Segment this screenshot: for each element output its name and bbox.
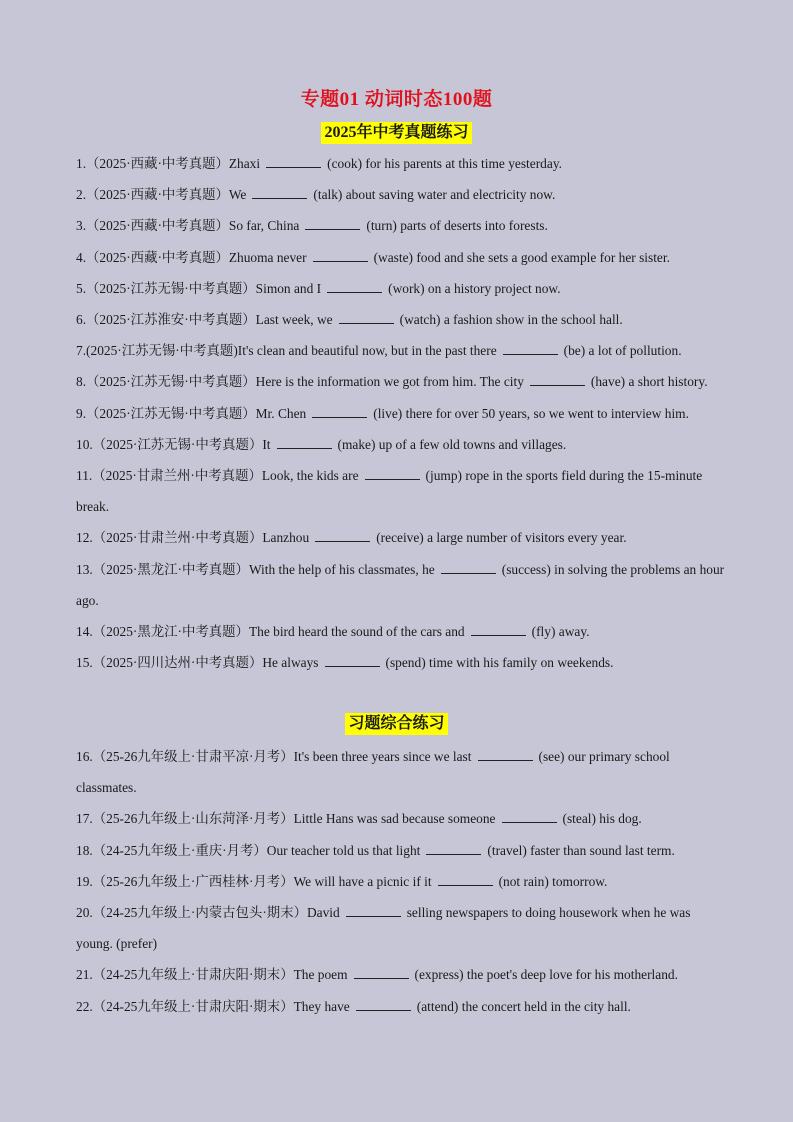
answer-blank[interactable] [438,874,493,886]
question-suffix: (make) up of a few old towns and villages. [337,436,567,452]
question-item [76,991,726,1022]
question-item [76,210,726,241]
question-item [76,554,726,616]
answer-blank[interactable] [503,343,558,355]
question-prefix: 18.（24-25九年级上·重庆·月考）Our teacher told us that light [76,842,421,858]
question-prefix: 16.（25-26九年级上·甘肃平凉·月考）It's been three years since we last [76,749,472,764]
question-prefix: 19.（25-26九年级上·广西桂林·月考）We will have a picnic if it [76,873,432,889]
question-list-practice [76,741,726,1022]
question-prefix: 5.（2025·江苏无锡·中考真题）Simon and I [76,280,322,296]
question-suffix: (jump) rope in the sports field during the 15-minute break. [76,468,703,515]
question-suffix: (steal) his dog. [562,811,642,827]
answer-blank[interactable] [252,187,307,199]
answer-blank[interactable] [313,250,368,262]
answer-blank[interactable] [325,655,380,667]
question-prefix: 17.（25-26九年级上·山东菏泽·月考）Little Hans was sad because someone [76,811,496,827]
question-item [76,273,726,304]
question-item [76,741,726,803]
answer-blank[interactable] [478,749,533,761]
question-prefix: 15.（2025·四川达州·中考真题）He always [76,655,319,671]
answer-blank[interactable] [315,530,370,542]
question-prefix: 13.（2025·黑龙江·中考真题）With the help of his classmates, he [76,561,435,577]
question-suffix: (express) the poet's deep love for his motherland. [414,967,678,983]
question-item [76,647,726,678]
question-suffix: (be) a lot of pollution. [563,343,682,359]
question-item [76,866,726,897]
question-item [76,616,726,647]
answer-blank[interactable] [305,218,360,230]
question-prefix: 2.（2025·西藏·中考真题）We [76,187,247,203]
answer-blank[interactable] [266,156,321,168]
answer-blank[interactable] [471,624,526,636]
answer-blank[interactable] [502,811,557,823]
question-suffix: (fly) away. [531,624,590,640]
question-prefix: 20.（24-25九年级上·内蒙古包头·期末）David [76,905,340,921]
question-suffix: (receive) a large number of visitors every year. [376,530,627,546]
question-item [76,335,726,366]
answer-blank[interactable] [339,312,394,324]
question-item [76,242,726,273]
question-prefix: 8.（2025·江苏无锡·中考真题）Here is the information we got from him. The city [76,374,524,390]
question-item [76,835,726,866]
question-suffix: (attend) the concert held in the city hall. [416,998,631,1014]
answer-blank[interactable] [312,406,367,418]
answer-blank[interactable] [327,281,382,293]
section-heading-practice [0,713,793,735]
question-item [76,398,726,429]
question-prefix: 3.（2025·西藏·中考真题）So far, China [76,218,300,234]
question-suffix: (success) in solving the problems an hour ago. [76,561,725,608]
question-suffix: selling newspapers to doing housework when he was young. (prefer) [76,905,691,952]
question-prefix: 9.（2025·江苏无锡·中考真题）Mr. Chen [76,405,307,421]
question-prefix: 11.（2025·甘肃兰州·中考真题）Look, the kids are [76,468,359,484]
question-prefix: 1.（2025·西藏·中考真题）Zhaxi [76,156,261,171]
question-item [76,366,726,397]
question-item [76,179,726,210]
section-heading-exam-label: 2025年中考真题练习 [321,122,471,144]
question-item [76,522,726,553]
question-suffix: (travel) faster than sound last term. [487,842,675,858]
answer-blank[interactable] [354,967,409,979]
answer-blank[interactable] [530,374,585,386]
question-suffix: (live) there for over 50 years, so we went to interview him. [373,405,689,421]
question-item [76,959,726,990]
question-suffix: (not rain) tomorrow. [498,873,608,889]
question-prefix: 14.（2025·黑龙江·中考真题）The bird heard the sound of the cars and [76,624,465,640]
question-item [76,803,726,834]
answer-blank[interactable] [365,468,420,480]
question-suffix: (waste) food and she sets a good example for her sister. [373,249,670,265]
question-suffix: (cook) for his parents at this time yesterday. [327,156,562,171]
question-item [76,304,726,335]
section-heading-exam [0,122,793,144]
answer-blank[interactable] [441,562,496,574]
question-prefix: 21.（24-25九年级上·甘肃庆阳·期末）The poem [76,967,348,983]
question-prefix: 6.（2025·江苏淮安·中考真题）Last week, we [76,312,333,328]
question-prefix: 10.（2025·江苏无锡·中考真题）It [76,436,271,452]
question-suffix: (talk) about saving water and electricity now. [313,187,556,203]
question-prefix: 7.(2025·江苏无锡·中考真题)It's clean and beautiful now, but in the past there [76,343,497,359]
question-suffix: (work) on a history project now. [388,280,561,296]
question-prefix: 22.（24-25九年级上·甘肃庆阳·期末）They have [76,998,350,1014]
question-item [76,429,726,460]
question-prefix: 4.（2025·西藏·中考真题）Zhuoma never [76,249,307,265]
question-item [76,148,726,179]
answer-blank[interactable] [346,905,401,917]
page-title: 专题01 动词时态100题 [300,89,493,110]
question-suffix: (spend) time with his family on weekends. [385,655,614,671]
question-suffix: (have) a short history. [590,374,708,390]
question-list-exam [76,148,726,678]
question-item [76,460,726,522]
question-suffix: (turn) parts of deserts into forests. [366,218,548,234]
answer-blank[interactable] [426,843,481,855]
question-item [76,897,726,959]
answer-blank[interactable] [356,999,411,1011]
section-heading-practice-label: 习题综合练习 [345,713,447,735]
question-suffix: (see) our primary school classmates. [76,749,670,796]
question-suffix: (watch) a fashion show in the school hall. [399,312,623,328]
question-prefix: 12.（2025·甘肃兰州·中考真题）Lanzhou [76,530,310,546]
answer-blank[interactable] [277,437,332,449]
